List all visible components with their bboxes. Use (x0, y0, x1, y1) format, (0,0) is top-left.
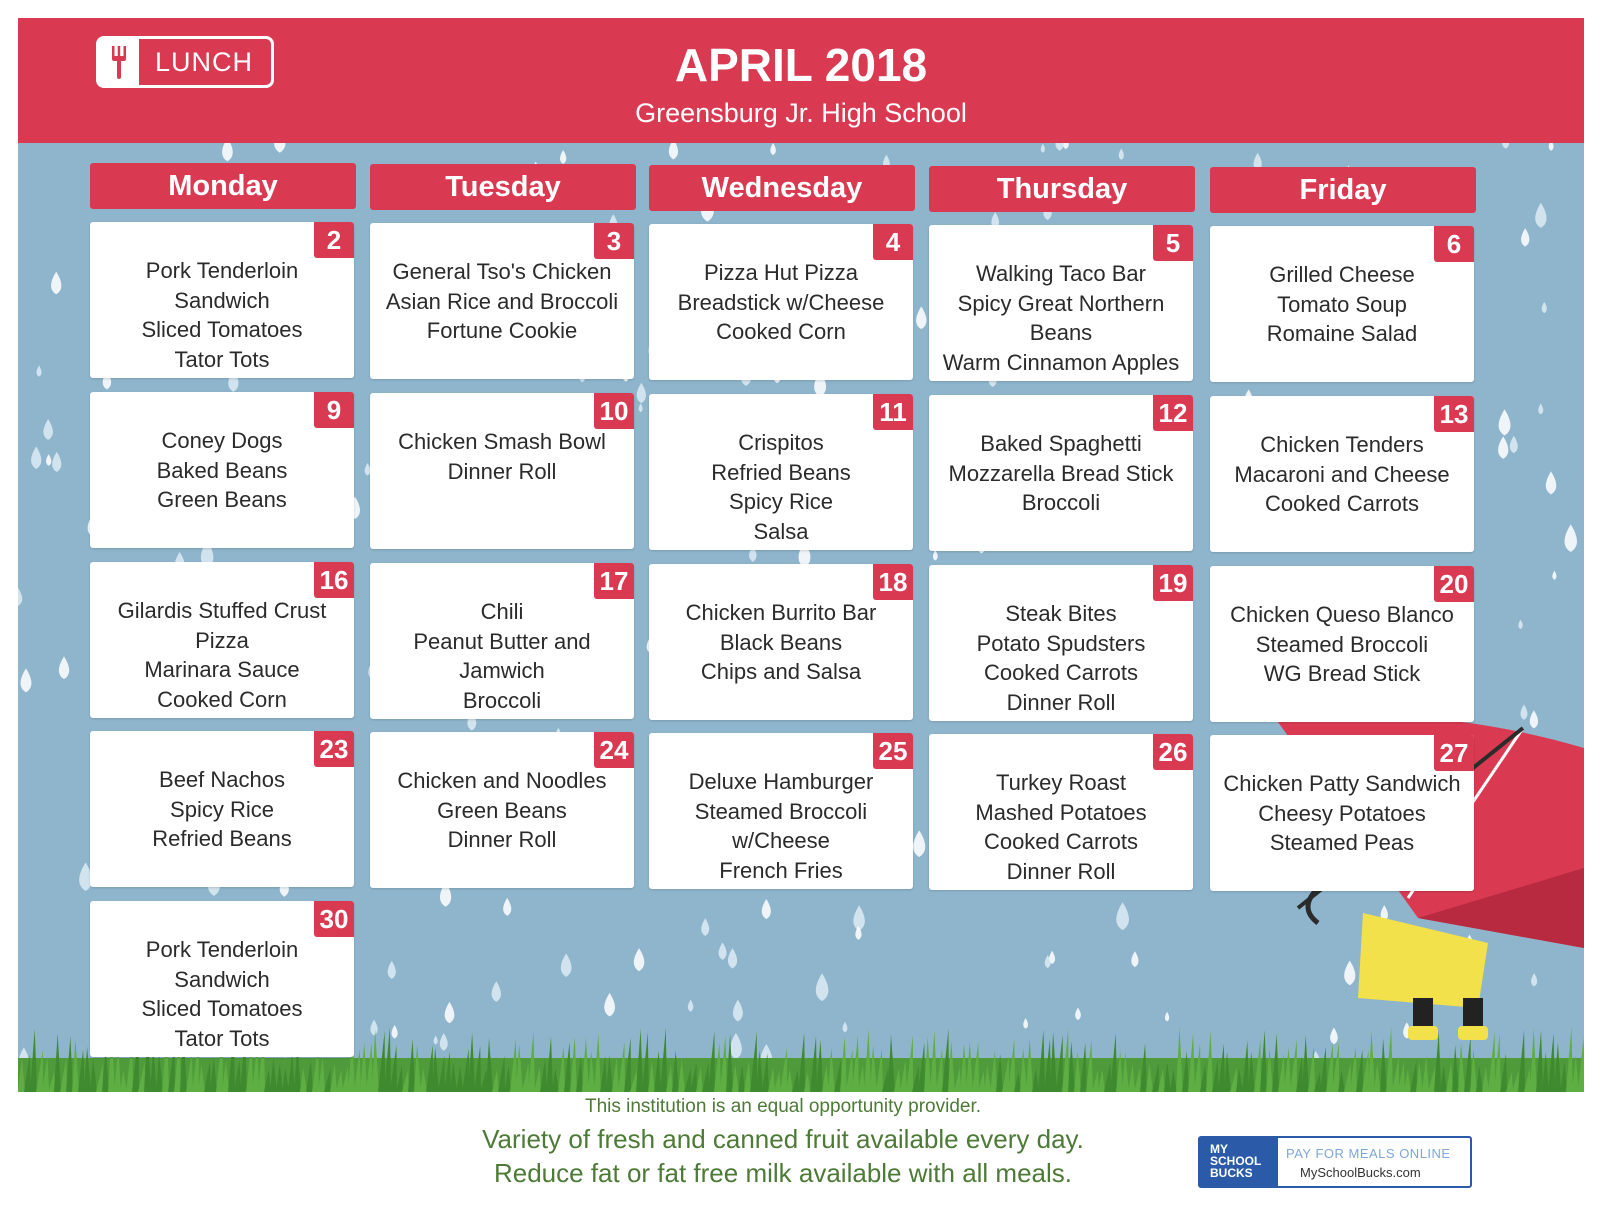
menu-item: French Fries (719, 857, 843, 883)
day-cell-3 (370, 223, 634, 379)
menu-items (649, 258, 913, 347)
menu-item: Dinner Roll (1006, 689, 1116, 715)
day-cell-6 (1210, 226, 1474, 382)
menu-item: Sandwich (174, 287, 270, 313)
lunch-label: LUNCH (155, 46, 254, 77)
date-badge: 24 (594, 732, 634, 768)
menu-item: Turkey Roast (995, 770, 1126, 795)
menu-items (90, 765, 354, 854)
date-badge: 16 (314, 562, 354, 598)
menu-item: Jamwich (459, 658, 545, 683)
menu-item: Baked Spaghetti (980, 431, 1142, 456)
menu-item: Steamed Peas (1269, 830, 1415, 855)
day-cell-30 (90, 901, 354, 1057)
page-title: APRIL 2018 (674, 39, 928, 91)
menu-items (1210, 260, 1474, 349)
menu-item: Green Beans (157, 487, 287, 512)
date-badge: 11 (873, 394, 913, 430)
menu-item: Cooked Carrots (1264, 491, 1420, 516)
menu-item: Pizza (195, 627, 249, 653)
menu-item: Coney Dogs (161, 428, 283, 453)
day-cell-25 (649, 733, 913, 889)
menu-item: Cooked Corn (157, 686, 287, 712)
menu-item: Crispitos (738, 430, 824, 455)
day-cell-18 (649, 564, 913, 720)
menu-items (1210, 430, 1474, 519)
day-cell-2 (90, 222, 354, 378)
menu-items (90, 256, 354, 374)
menu-items (649, 428, 913, 546)
school-name: Greensburg Jr. High School (635, 98, 967, 128)
menu-item: Chili (480, 599, 524, 624)
menu-item: Broccoli (1021, 490, 1101, 515)
menu-item: Green Beans (437, 797, 567, 823)
menu-item: Mashed Potatoes (975, 799, 1147, 825)
equal-opportunity-note: This institution is an equal opportunity provider. (584, 1096, 982, 1117)
menu-item: Peanut Butter and (413, 628, 591, 654)
menu-item: Gilardis Stuffed Crust (117, 598, 327, 623)
day-cell-23 (90, 731, 354, 887)
menu-item: Pizza Hut Pizza (703, 260, 859, 285)
day-header-tuesday: Tuesday (370, 164, 636, 210)
menu-item: Black Beans (719, 629, 843, 655)
menu-items (370, 766, 634, 855)
menu-item: Grilled Cheese (1269, 262, 1415, 287)
menu-items (90, 596, 354, 714)
date-badge: 20 (1434, 566, 1474, 602)
menu-item: Chips and Salsa (700, 659, 862, 684)
menu-item: Spicy Rice (170, 796, 274, 822)
menu-items (90, 935, 354, 1053)
menu-item: Chicken Queso Blanco (1230, 602, 1454, 627)
date-badge: 18 (873, 564, 913, 600)
myschoolbucks-url: MySchoolBucks.com (1300, 1165, 1421, 1180)
menu-item: Deluxe Hamburger (688, 769, 874, 794)
milk-note: Reduce fat or fat free milk available with all meals. (493, 1158, 1073, 1188)
myschoolbucks-wordmark: MY SCHOOL BUCKS (1200, 1138, 1278, 1186)
menu-item: Asian Rice and Broccoli (385, 288, 619, 314)
menu-item: Romaine Salad (1266, 321, 1418, 346)
date-badge: 4 (873, 224, 913, 260)
date-badge: 12 (1153, 395, 1193, 431)
menu-item: Sliced Tomatoes (141, 317, 303, 342)
menu-item: Breadstick w/Cheese (677, 289, 885, 315)
menu-item: Salsa (753, 518, 809, 544)
day-cell-5 (929, 225, 1193, 381)
date-badge: 5 (1153, 225, 1193, 261)
menu-item: Spicy Great Northern (957, 290, 1165, 316)
menu-item: Spicy Rice (729, 489, 833, 514)
menu-item: Refried Beans (152, 826, 292, 851)
day-header-friday: Friday (1210, 167, 1476, 213)
menu-items (929, 599, 1193, 717)
date-badge: 6 (1434, 226, 1474, 262)
day-cell-24 (370, 732, 634, 888)
menu-items (370, 597, 634, 715)
menu-item: Pork Tenderloin (145, 937, 299, 962)
date-badge: 3 (594, 223, 634, 259)
menu-item: Baked Beans (156, 457, 288, 483)
menu-item: Tator Tots (174, 346, 270, 372)
menu-item: Cheesy Potatoes (1258, 800, 1426, 826)
day-header-thursday: Thursday (929, 166, 1195, 212)
menu-item: Chicken Tenders (1260, 432, 1424, 457)
menu-items (90, 426, 354, 515)
fruit-note: Variety of fresh and canned fruit available every day. (482, 1124, 1084, 1154)
day-cell-10 (370, 393, 634, 549)
menu-item: Cooked Corn (716, 319, 846, 344)
menu-item: Walking Taco Bar (976, 261, 1146, 286)
menu-items (929, 259, 1193, 377)
day-cell-11 (649, 394, 913, 550)
day-cell-27 (1210, 735, 1474, 891)
menu-item: Mozzarella Bread Stick (948, 460, 1174, 486)
menu-item: Tator Tots (174, 1025, 270, 1051)
menu-item: WG Bread Stick (1263, 661, 1421, 686)
date-badge: 2 (314, 222, 354, 258)
menu-items (1210, 769, 1474, 858)
menu-item: Chicken Patty Sandwich (1223, 771, 1461, 796)
date-badge: 9 (314, 392, 354, 428)
day-cell-19 (929, 565, 1193, 721)
day-header-wednesday: Wednesday (649, 165, 915, 211)
header-banner (18, 18, 1584, 143)
menu-item: Cooked Carrots (983, 660, 1139, 685)
menu-item: Dinner Roll (447, 458, 557, 484)
date-badge: 19 (1153, 565, 1193, 601)
menu-item: Broccoli (462, 687, 542, 713)
menu-item: Chicken and Noodles (397, 768, 607, 793)
myschoolbucks-tagline: PAY FOR MEALS ONLINE (1286, 1146, 1451, 1161)
date-badge: 17 (594, 563, 634, 599)
date-badge: 13 (1434, 396, 1474, 432)
menu-item: Fortune Cookie (426, 318, 578, 343)
date-badge: 30 (314, 901, 354, 937)
menu-item: Potato Spudsters (976, 630, 1146, 656)
menu-item: w/Cheese (732, 828, 830, 853)
menu-item: Pork Tenderloin (145, 258, 299, 283)
day-cell-16 (90, 562, 354, 718)
date-badge: 23 (314, 731, 354, 767)
menu-item: Dinner Roll (1006, 858, 1116, 884)
menu-item: Chicken Smash Bowl (398, 429, 606, 454)
menu-item: General Tso's Chicken (392, 259, 612, 284)
day-header-monday: Monday (90, 163, 356, 209)
menu-items (1210, 600, 1474, 689)
day-cell-4 (649, 224, 913, 380)
date-badge: 26 (1153, 734, 1193, 770)
menu-item: Macaroni and Cheese (1234, 461, 1450, 487)
menu-item: Sandwich (174, 966, 270, 992)
menu-item: Chicken Burrito Bar (685, 600, 877, 625)
day-cell-17 (370, 563, 634, 719)
day-cell-13 (1210, 396, 1474, 552)
myschoolbucks-logo (1198, 1136, 1472, 1188)
menu-item: Sliced Tomatoes (141, 996, 303, 1021)
day-cell-20 (1210, 566, 1474, 722)
menu-items (649, 598, 913, 687)
menu-item: Warm Cinnamon Apples (942, 349, 1180, 375)
menu-item: Tomato Soup (1277, 291, 1407, 317)
menu-item: Beef Nachos (159, 767, 285, 792)
menu-item: Steamed Broccoli (694, 798, 868, 824)
menu-item: Beans (1029, 320, 1093, 345)
menu-item: Dinner Roll (447, 827, 557, 852)
day-cell-9 (90, 392, 354, 548)
menu-items (929, 429, 1193, 518)
menu-items (929, 768, 1193, 886)
menu-item: Marinara Sauce (144, 657, 300, 682)
day-cell-12 (929, 395, 1193, 551)
menu-items (649, 767, 913, 885)
menu-poster (18, 18, 1584, 1092)
menu-items (370, 257, 634, 346)
date-badge: 10 (594, 393, 634, 429)
menu-item: Steak Bites (1005, 601, 1117, 626)
day-cell-26 (929, 734, 1193, 890)
date-badge: 27 (1434, 735, 1474, 771)
date-badge: 25 (873, 733, 913, 769)
menu-items (370, 427, 634, 486)
menu-item: Steamed Broccoli (1255, 631, 1429, 657)
menu-item: Refried Beans (711, 459, 851, 485)
menu-item: Cooked Carrots (983, 829, 1139, 854)
